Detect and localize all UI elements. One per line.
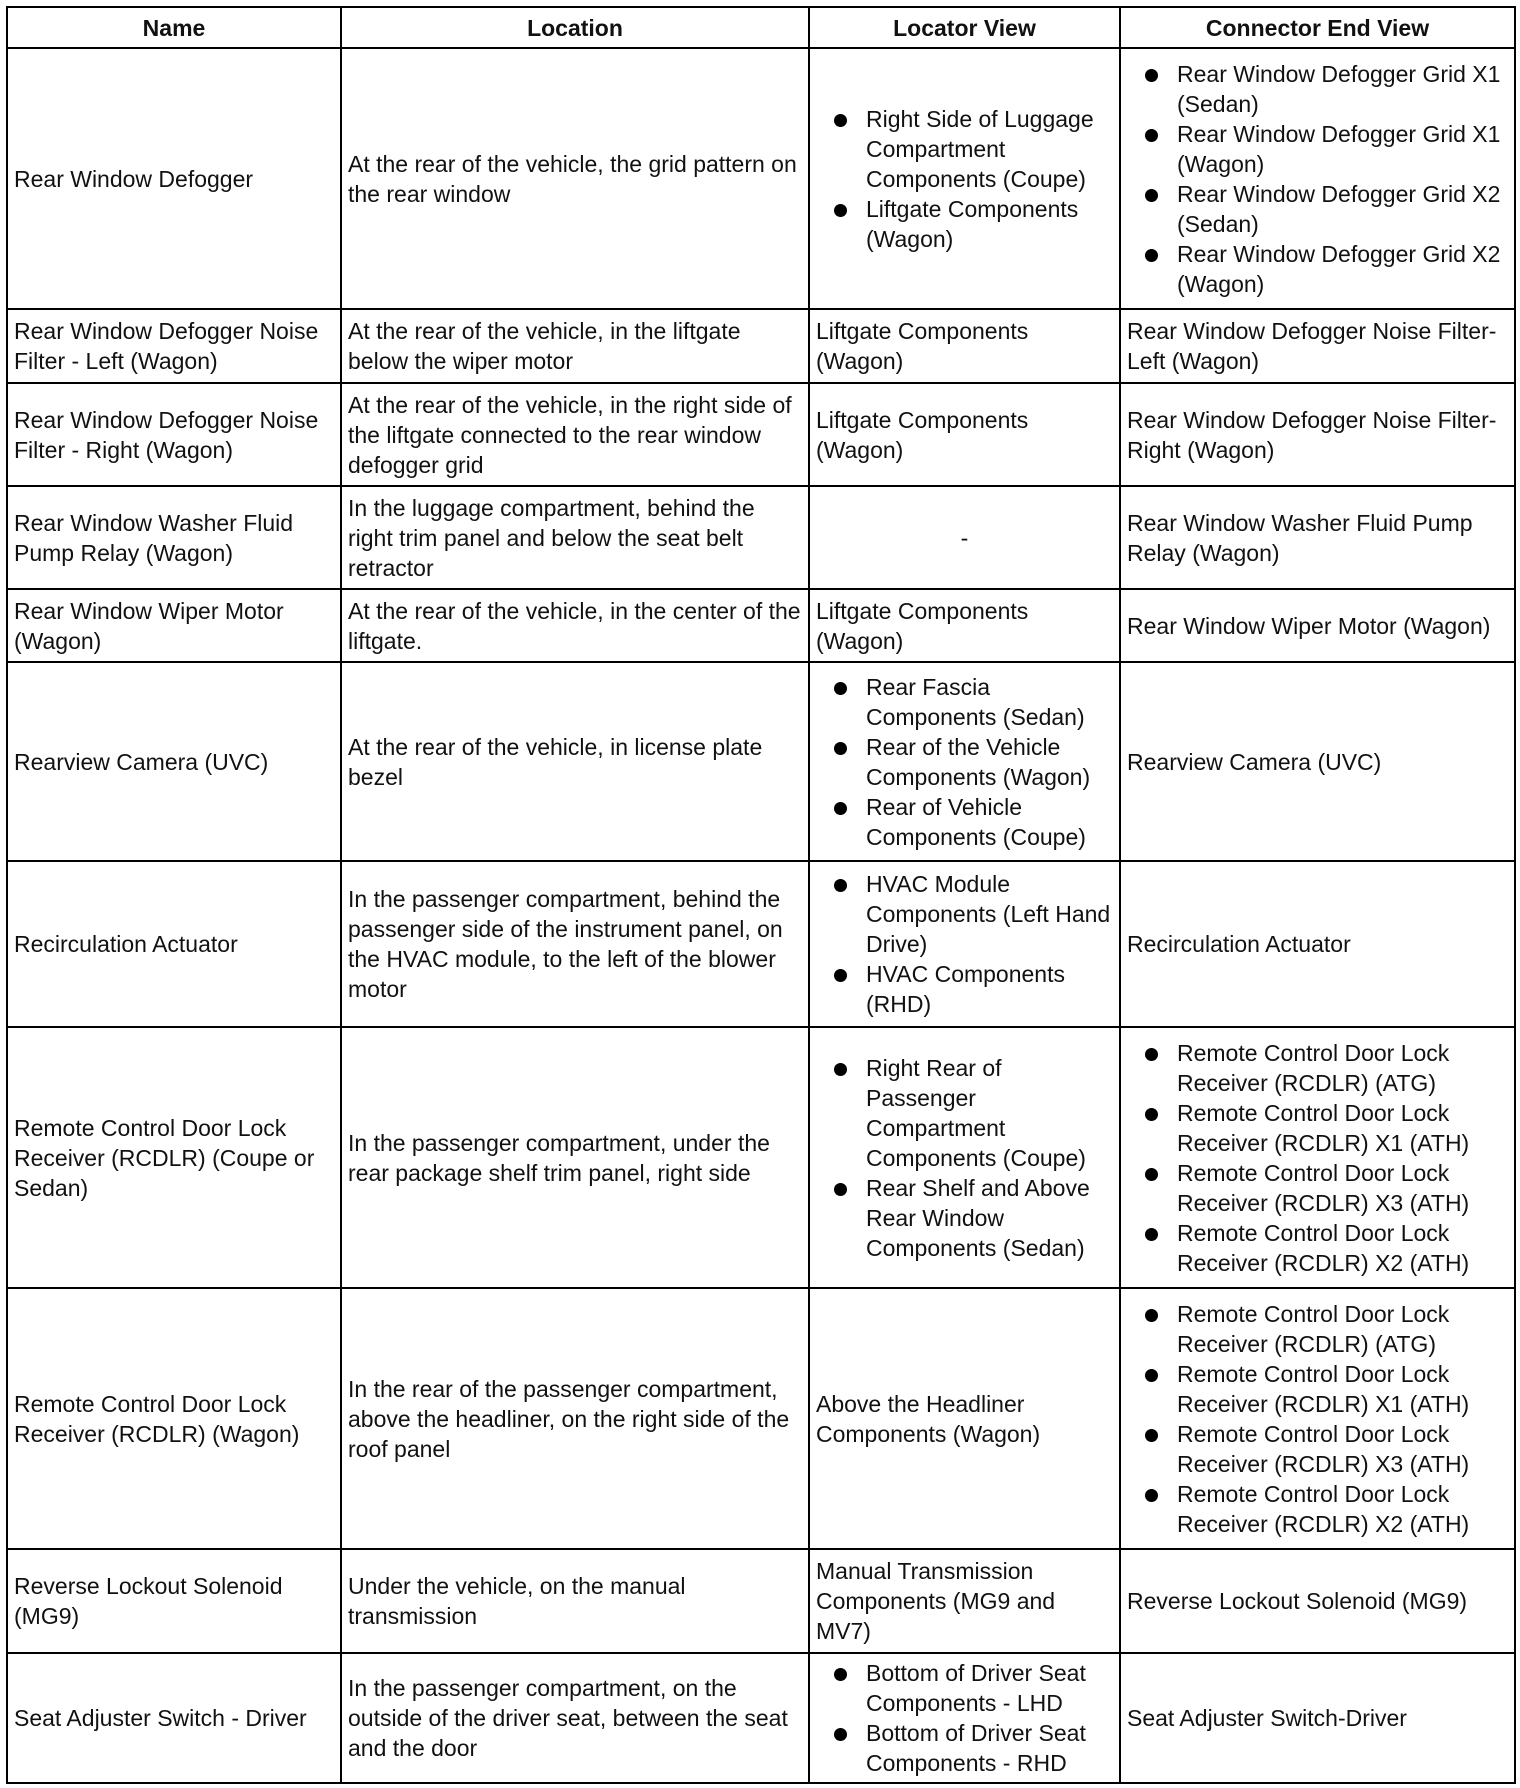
table-row — [7, 1027, 1515, 1288]
connector-end-view-item: Remote Control Door Lock Receiver (RCDLR) X3 (ATH) — [1177, 1419, 1508, 1479]
connector-end-view-item: Rear Window Defogger Grid X2 (Wagon) — [1177, 239, 1508, 299]
connector-end-view-list — [1127, 59, 1508, 299]
cell-locator-view: Liftgate Components (Wagon) — [809, 309, 1120, 383]
header-connector-end-view: Connector End View — [1120, 7, 1515, 48]
table-row — [7, 1549, 1515, 1653]
cell-location: At the rear of the vehicle, the grid pattern on the rear window — [341, 48, 809, 309]
table-row — [7, 662, 1515, 861]
cell-location: At the rear of the vehicle, in the liftgate below the wiper motor — [341, 309, 809, 383]
cell-location: In the passenger compartment, behind the passenger side of the instrument panel, on the HVAC module, to the left of the blower motor — [341, 861, 809, 1027]
cell-connector-end-view — [1120, 1027, 1515, 1288]
cell-name: Reverse Lockout Solenoid (MG9) — [7, 1549, 341, 1653]
table-row — [7, 48, 1515, 309]
connector-end-view-item: Remote Control Door Lock Receiver (RCDLR) X3 (ATH) — [1177, 1158, 1508, 1218]
cell-connector-end-view — [1120, 48, 1515, 309]
locator-view-item: Right Rear of Passenger Compartment Components (Coupe) — [866, 1053, 1113, 1173]
locator-view-list — [816, 104, 1113, 254]
table-row — [7, 309, 1515, 383]
cell-connector-end-view: Rear Window Wiper Motor (Wagon) — [1120, 589, 1515, 662]
cell-connector-end-view: Reverse Lockout Solenoid (MG9) — [1120, 1549, 1515, 1653]
cell-location: At the rear of the vehicle, in the right side of the liftgate connected to the rear window defogger grid — [341, 383, 809, 486]
cell-location: Under the vehicle, on the manual transmission — [341, 1549, 809, 1653]
cell-locator-view: Above the Headliner Components (Wagon) — [809, 1288, 1120, 1549]
cell-location: In the luggage compartment, behind the right trim panel and below the seat belt retractor — [341, 486, 809, 589]
cell-name: Recirculation Actuator — [7, 861, 341, 1027]
cell-location: At the rear of the vehicle, in license plate bezel — [341, 662, 809, 861]
locator-view-list — [816, 1053, 1113, 1263]
cell-locator-view — [809, 48, 1120, 309]
cell-locator-view: Manual Transmission Components (MG9 and MV7) — [809, 1549, 1120, 1653]
header-location: Location — [341, 7, 809, 48]
cell-name: Rear Window Washer Fluid Pump Relay (Wagon) — [7, 486, 341, 589]
table-row — [7, 861, 1515, 1027]
cell-location: At the rear of the vehicle, in the center of the liftgate. — [341, 589, 809, 662]
locator-view-item: Rear Fascia Components (Sedan) — [866, 672, 1113, 732]
cell-connector-end-view: Rear Window Washer Fluid Pump Relay (Wagon) — [1120, 486, 1515, 589]
connector-end-view-item: Remote Control Door Lock Receiver (RCDLR) X2 (ATH) — [1177, 1218, 1508, 1278]
locator-view-item: Right Side of Luggage Compartment Components (Coupe) — [866, 104, 1113, 194]
cell-connector-end-view: Seat Adjuster Switch-Driver — [1120, 1653, 1515, 1783]
connector-end-view-item: Rear Window Defogger Grid X1 (Wagon) — [1177, 119, 1508, 179]
cell-locator-view: Liftgate Components (Wagon) — [809, 383, 1120, 486]
cell-location: In the passenger compartment, on the outside of the driver seat, between the seat and the door — [341, 1653, 809, 1783]
cell-connector-end-view: Rearview Camera (UVC) — [1120, 662, 1515, 861]
locator-view-list — [816, 1658, 1113, 1778]
locator-view-item: Bottom of Driver Seat Components - LHD — [866, 1658, 1113, 1718]
table-row — [7, 1653, 1515, 1783]
cell-name: Remote Control Door Lock Receiver (RCDLR) (Wagon) — [7, 1288, 341, 1549]
cell-name: Rear Window Defogger — [7, 48, 341, 309]
locator-view-list — [816, 869, 1113, 1019]
cell-locator-view — [809, 1653, 1120, 1783]
connector-end-view-item: Remote Control Door Lock Receiver (RCDLR) (ATG) — [1177, 1299, 1508, 1359]
locator-view-list — [816, 672, 1113, 852]
locator-view-item: HVAC Components (RHD) — [866, 959, 1113, 1019]
cell-name: Seat Adjuster Switch - Driver — [7, 1653, 341, 1783]
header-name: Name — [7, 7, 341, 48]
table-row — [7, 589, 1515, 662]
cell-connector-end-view: Rear Window Defogger Noise Filter-Right (Wagon) — [1120, 383, 1515, 486]
connector-end-view-item: Remote Control Door Lock Receiver (RCDLR) (ATG) — [1177, 1038, 1508, 1098]
cell-locator-view: - — [809, 486, 1120, 589]
cell-location: In the passenger compartment, under the rear package shelf trim panel, right side — [341, 1027, 809, 1288]
cell-locator-view: Liftgate Components (Wagon) — [809, 589, 1120, 662]
table-row — [7, 486, 1515, 589]
table-row — [7, 1288, 1515, 1549]
connector-end-view-item: Remote Control Door Lock Receiver (RCDLR) X1 (ATH) — [1177, 1359, 1508, 1419]
connector-end-view-item: Rear Window Defogger Grid X2 (Sedan) — [1177, 179, 1508, 239]
cell-location: In the rear of the passenger compartment, above the headliner, on the right side of the roof panel — [341, 1288, 809, 1549]
cell-locator-view — [809, 1027, 1120, 1288]
locator-view-item: Liftgate Components (Wagon) — [866, 194, 1113, 254]
cell-connector-end-view: Rear Window Defogger Noise Filter-Left (Wagon) — [1120, 309, 1515, 383]
cell-name: Remote Control Door Lock Receiver (RCDLR) (Coupe or Sedan) — [7, 1027, 341, 1288]
locator-view-item: Rear of Vehicle Components (Coupe) — [866, 792, 1113, 852]
connector-end-view-item: Remote Control Door Lock Receiver (RCDLR) X2 (ATH) — [1177, 1479, 1508, 1539]
cell-name: Rear Window Defogger Noise Filter - Right (Wagon) — [7, 383, 341, 486]
locator-view-item: Rear of the Vehicle Components (Wagon) — [866, 732, 1113, 792]
connector-table — [6, 6, 1516, 1784]
cell-name: Rear Window Defogger Noise Filter - Left (Wagon) — [7, 309, 341, 383]
locator-view-item: Bottom of Driver Seat Components - RHD — [866, 1718, 1113, 1778]
header-locator-view: Locator View — [809, 7, 1120, 48]
table-row — [7, 383, 1515, 486]
header-row — [7, 7, 1515, 48]
cell-connector-end-view — [1120, 1288, 1515, 1549]
cell-name: Rear Window Wiper Motor (Wagon) — [7, 589, 341, 662]
cell-locator-view — [809, 861, 1120, 1027]
locator-view-item: Rear Shelf and Above Rear Window Components (Sedan) — [866, 1173, 1113, 1263]
connector-end-view-list — [1127, 1038, 1508, 1278]
locator-view-item: HVAC Module Components (Left Hand Drive) — [866, 869, 1113, 959]
connector-end-view-item: Rear Window Defogger Grid X1 (Sedan) — [1177, 59, 1508, 119]
connector-end-view-list — [1127, 1299, 1508, 1539]
connector-end-view-item: Remote Control Door Lock Receiver (RCDLR) X1 (ATH) — [1177, 1098, 1508, 1158]
cell-connector-end-view: Recirculation Actuator — [1120, 861, 1515, 1027]
cell-name: Rearview Camera (UVC) — [7, 662, 341, 861]
cell-locator-view — [809, 662, 1120, 861]
